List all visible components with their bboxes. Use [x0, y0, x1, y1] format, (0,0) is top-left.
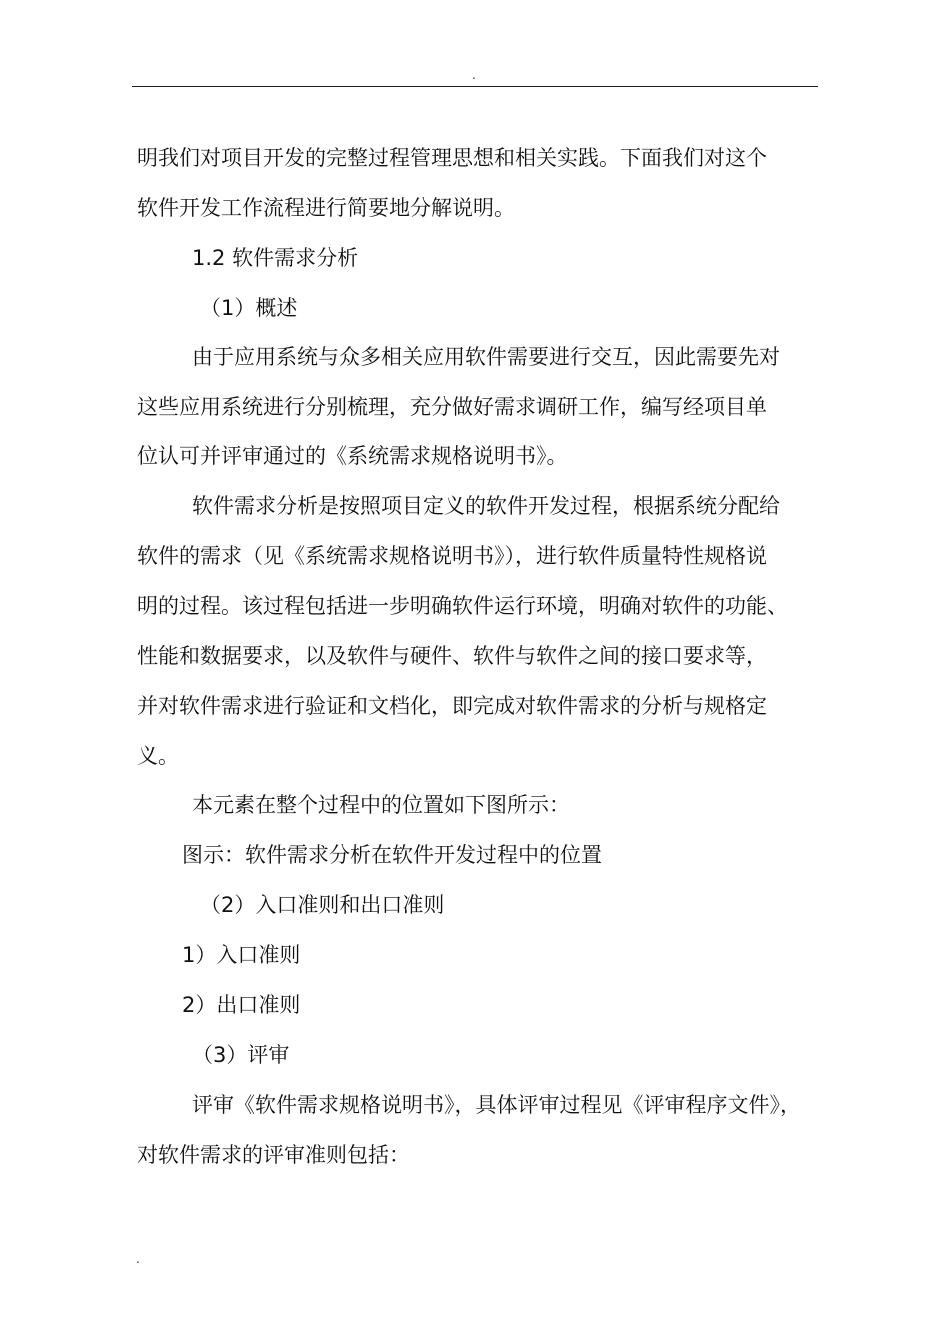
paragraph-line: 软件开发工作流程进行简要地分解说明。: [137, 196, 515, 220]
paragraph-line: 对软件需求的评审准则包括：: [137, 1143, 410, 1167]
header-rule: [132, 86, 818, 87]
paragraph-line: 义。: [137, 744, 179, 768]
paragraph-line: 评审《软件需求规格说明书》，具体评审过程见《评审程序文件》，: [192, 1093, 801, 1117]
figure-caption: 图示：软件需求分析在软件开发过程中的位置: [182, 843, 602, 867]
paragraph-line: 本元素在整个过程中的位置如下图所示：: [192, 793, 570, 817]
paragraph-line: 明我们对项目开发的完整过程管理思想和相关实践。下面我们对这个: [137, 146, 767, 170]
paragraph-line: 软件的需求（见《系统需求规格说明书》），进行软件质量特性规格说: [137, 544, 767, 568]
section-heading: 1.2 软件需求分析: [192, 246, 359, 270]
paragraph-line: 由于应用系统与众多相关应用软件需要进行交互，因此需要先对: [192, 345, 780, 369]
paragraph-line: 位认可并评审通过的《系统需求规格说明书》。: [137, 444, 568, 468]
list-item: 1）入口准则: [182, 943, 301, 967]
subsection-heading: （2）入口准则和出口准则: [200, 893, 445, 917]
list-item: 2）出口准则: [182, 993, 301, 1017]
paragraph-line: 性能和数据要求，以及软件与硬件、软件与软件之间的接口要求等，: [137, 644, 767, 668]
paragraph-line: 并对软件需求进行验证和文档化，即完成对软件需求的分析与规格定: [137, 694, 767, 718]
paragraph-line: 明的过程。该过程包括进一步明确软件运行环境，明确对软件的功能、: [137, 594, 788, 618]
paragraph-line: 这些应用系统进行分别梳理，充分做好需求调研工作，编写经项目单: [137, 395, 767, 419]
header-mark: .: [472, 68, 476, 82]
subsection-heading: （3）评审: [192, 1043, 290, 1067]
footer-mark: .: [136, 1252, 140, 1266]
paragraph-line: 软件需求分析是按照项目定义的软件开发过程，根据系统分配给: [192, 494, 780, 518]
subsection-heading: （1）概述: [200, 296, 298, 320]
